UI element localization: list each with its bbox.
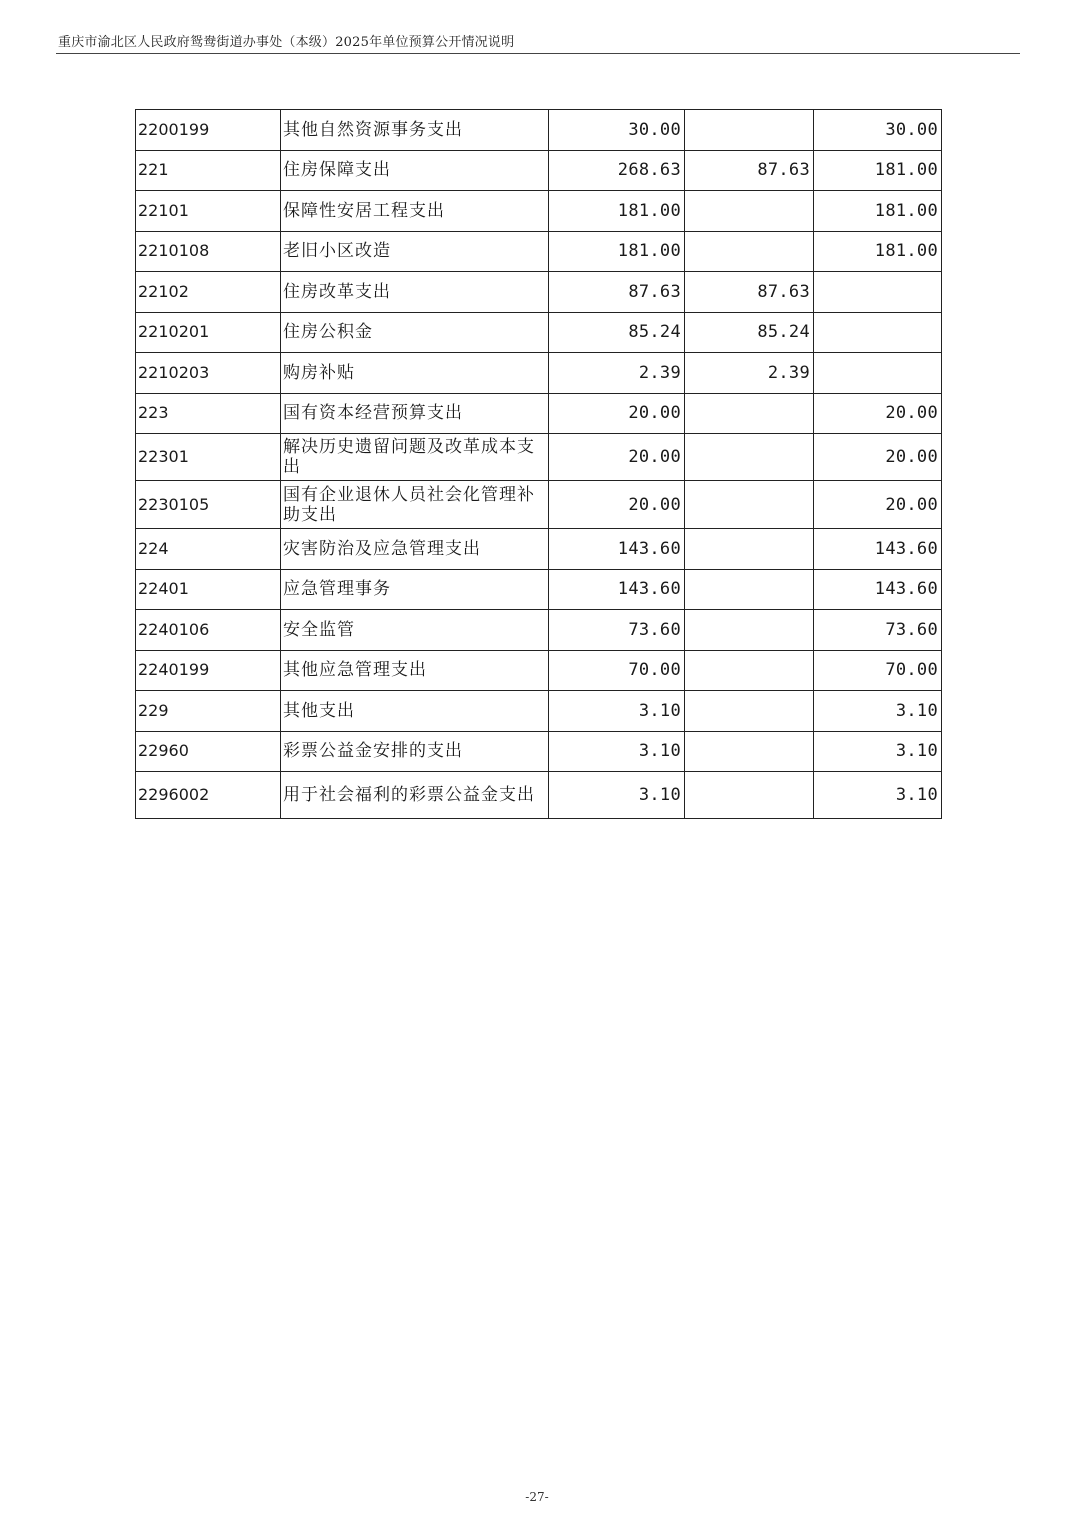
subject-name-cell: 其他应急管理支出 — [281, 650, 549, 691]
header-divider — [56, 53, 1020, 54]
subject-name-cell: 住房改革支出 — [281, 272, 549, 313]
subject-code-cell: 229 — [136, 691, 281, 732]
basic-expenditure-cell — [685, 231, 814, 272]
table-row — [136, 610, 942, 651]
subject-name-cell: 其他自然资源事务支出 — [281, 110, 549, 151]
subject-code-cell: 22960 — [136, 731, 281, 772]
project-expenditure-cell: 181.00 — [814, 191, 942, 232]
total-amount-cell: 181.00 — [549, 231, 685, 272]
project-expenditure-cell: 73.60 — [814, 610, 942, 651]
project-expenditure-cell: 20.00 — [814, 434, 942, 481]
subject-name-cell: 灾害防治及应急管理支出 — [281, 529, 549, 570]
project-expenditure-cell — [814, 353, 942, 394]
table-row — [136, 481, 942, 529]
subject-name-cell: 保障性安居工程支出 — [281, 191, 549, 232]
budget-expenditure-table — [135, 109, 942, 819]
project-expenditure-cell: 20.00 — [814, 393, 942, 434]
basic-expenditure-cell — [685, 529, 814, 570]
project-expenditure-cell: 20.00 — [814, 481, 942, 529]
subject-code-cell: 2240199 — [136, 650, 281, 691]
project-expenditure-cell: 143.60 — [814, 529, 942, 570]
document-header-title: 重庆市渝北区人民政府鸳鸯街道办事处（本级）2025年单位预算公开情况说明 — [58, 35, 515, 50]
table-row — [136, 393, 942, 434]
table-row — [136, 150, 942, 191]
subject-code-cell: 223 — [136, 393, 281, 434]
total-amount-cell: 20.00 — [549, 481, 685, 529]
table-row — [136, 191, 942, 232]
total-amount-cell: 3.10 — [549, 772, 685, 819]
project-expenditure-cell: 70.00 — [814, 650, 942, 691]
total-amount-cell: 70.00 — [549, 650, 685, 691]
basic-expenditure-cell: 87.63 — [685, 272, 814, 313]
project-expenditure-cell: 181.00 — [814, 150, 942, 191]
total-amount-cell: 73.60 — [549, 610, 685, 651]
table-row — [136, 569, 942, 610]
subject-name-cell: 应急管理事务 — [281, 569, 549, 610]
total-amount-cell: 30.00 — [549, 110, 685, 151]
project-expenditure-cell: 3.10 — [814, 772, 942, 819]
subject-code-cell: 2200199 — [136, 110, 281, 151]
table-row — [136, 312, 942, 353]
subject-name-cell: 国有资本经营预算支出 — [281, 393, 549, 434]
subject-code-cell: 22401 — [136, 569, 281, 610]
basic-expenditure-cell — [685, 434, 814, 481]
total-amount-cell: 143.60 — [549, 529, 685, 570]
table-row — [136, 110, 942, 151]
basic-expenditure-cell — [685, 691, 814, 732]
project-expenditure-cell: 30.00 — [814, 110, 942, 151]
basic-expenditure-cell — [685, 481, 814, 529]
total-amount-cell: 20.00 — [549, 393, 685, 434]
basic-expenditure-cell — [685, 610, 814, 651]
table-row — [136, 434, 942, 481]
total-amount-cell: 87.63 — [549, 272, 685, 313]
subject-name-cell: 老旧小区改造 — [281, 231, 549, 272]
page-number: -27- — [525, 1490, 549, 1504]
subject-name-cell: 其他支出 — [281, 691, 549, 732]
subject-code-cell: 22301 — [136, 434, 281, 481]
subject-name-cell: 住房公积金 — [281, 312, 549, 353]
basic-expenditure-cell: 85.24 — [685, 312, 814, 353]
subject-code-cell: 2210201 — [136, 312, 281, 353]
table-row — [136, 353, 942, 394]
basic-expenditure-cell — [685, 650, 814, 691]
subject-name-cell: 用于社会福利的彩票公益金支出 — [281, 772, 549, 819]
subject-name-cell: 安全监管 — [281, 610, 549, 651]
project-expenditure-cell: 143.60 — [814, 569, 942, 610]
table-row — [136, 529, 942, 570]
total-amount-cell: 3.10 — [549, 691, 685, 732]
project-expenditure-cell: 3.10 — [814, 691, 942, 732]
subject-code-cell: 2210108 — [136, 231, 281, 272]
subject-code-cell: 2230105 — [136, 481, 281, 529]
basic-expenditure-cell — [685, 393, 814, 434]
subject-name-cell: 彩票公益金安排的支出 — [281, 731, 549, 772]
total-amount-cell: 181.00 — [549, 191, 685, 232]
table-row — [136, 772, 942, 819]
subject-code-cell: 224 — [136, 529, 281, 570]
subject-code-cell: 22102 — [136, 272, 281, 313]
budget-table-body — [136, 110, 942, 819]
basic-expenditure-cell — [685, 772, 814, 819]
total-amount-cell: 268.63 — [549, 150, 685, 191]
subject-name-cell: 国有企业退休人员社会化管理补助支出 — [281, 481, 549, 529]
table-row — [136, 691, 942, 732]
subject-name-cell: 解决历史遗留问题及改革成本支出 — [281, 434, 549, 481]
subject-code-cell: 2240106 — [136, 610, 281, 651]
basic-expenditure-cell — [685, 191, 814, 232]
table-row — [136, 272, 942, 313]
table-row — [136, 650, 942, 691]
project-expenditure-cell — [814, 312, 942, 353]
basic-expenditure-cell — [685, 731, 814, 772]
project-expenditure-cell — [814, 272, 942, 313]
project-expenditure-cell: 181.00 — [814, 231, 942, 272]
basic-expenditure-cell: 2.39 — [685, 353, 814, 394]
basic-expenditure-cell — [685, 110, 814, 151]
subject-code-cell: 22101 — [136, 191, 281, 232]
total-amount-cell: 20.00 — [549, 434, 685, 481]
subject-code-cell: 2296002 — [136, 772, 281, 819]
subject-name-cell: 购房补贴 — [281, 353, 549, 394]
total-amount-cell: 2.39 — [549, 353, 685, 394]
basic-expenditure-cell — [685, 569, 814, 610]
table-row — [136, 731, 942, 772]
total-amount-cell: 3.10 — [549, 731, 685, 772]
subject-name-cell: 住房保障支出 — [281, 150, 549, 191]
project-expenditure-cell: 3.10 — [814, 731, 942, 772]
table-row — [136, 231, 942, 272]
total-amount-cell: 85.24 — [549, 312, 685, 353]
total-amount-cell: 143.60 — [549, 569, 685, 610]
basic-expenditure-cell: 87.63 — [685, 150, 814, 191]
subject-code-cell: 221 — [136, 150, 281, 191]
subject-code-cell: 2210203 — [136, 353, 281, 394]
